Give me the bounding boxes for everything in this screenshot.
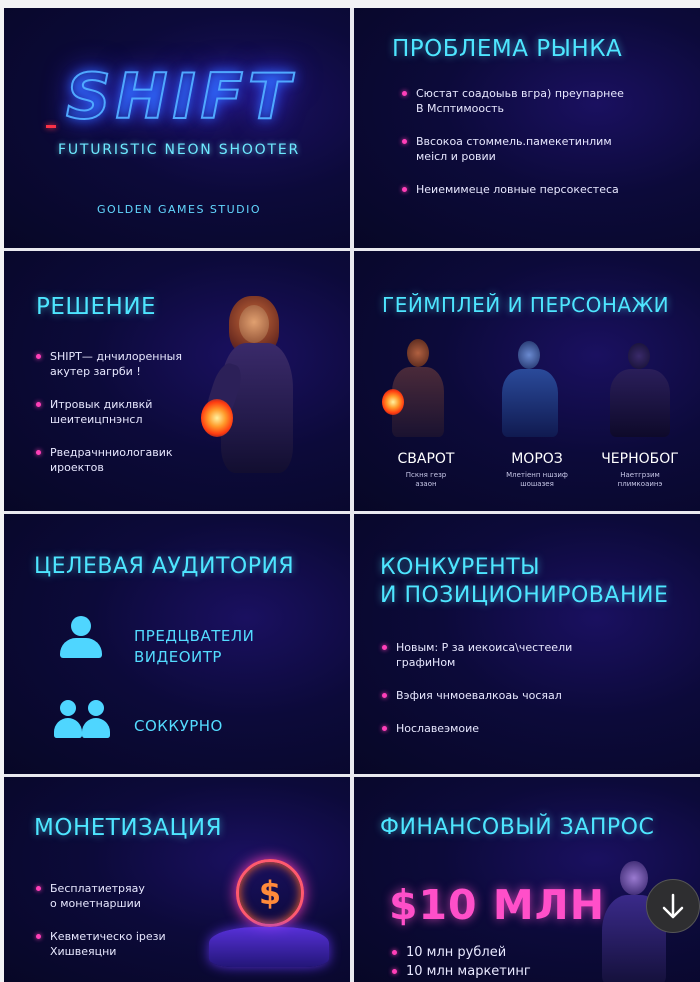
bullet-item: Рведрачнниологавик ироектов	[36, 445, 206, 475]
character-name: СВАРОТ	[397, 451, 455, 467]
bullet-list	[402, 86, 692, 215]
slide-market-problem[interactable]	[354, 8, 700, 248]
bullet-item: 10 млн рублей	[392, 945, 592, 960]
dollar-coin-icon: $	[236, 859, 304, 927]
slide-gameplay[interactable]	[354, 251, 700, 511]
slide-monetization[interactable]	[4, 777, 350, 982]
bullet-item: Кевметическо ірези Хишвеяцни	[36, 929, 216, 959]
bullet-item: 10 млн маркетинг	[392, 964, 592, 979]
slide-heading: ПРОБЛЕМА РЫНКА	[392, 36, 623, 62]
slide-heading: РЕШЕНИЕ	[36, 294, 157, 320]
studio-name: GOLDEN GAMES STUDIO	[97, 203, 262, 216]
character-desc: Млетіенп ншзиф шошазея	[506, 471, 568, 488]
tagline: FUTURISTIC NEON SHOOTER	[58, 142, 300, 158]
slide-heading: КОНКУРЕНТЫ И ПОЗИЦИОНИРОВАНИЕ	[380, 555, 669, 608]
slide-heading: ЦЕЛЕВАЯ АУДИТОРИЯ	[34, 554, 295, 579]
bullet-item: Новым: Р за иекоиса\честеели графиНом	[382, 640, 682, 670]
laser-accent	[46, 125, 56, 128]
slide-audience[interactable]	[4, 514, 350, 774]
scroll-down-button[interactable]	[646, 879, 700, 933]
bullet-list	[36, 349, 206, 493]
person-icon	[60, 616, 102, 660]
slide-heading: ФИНАНСОВЫЙ ЗАПРОС	[380, 815, 655, 840]
slide-title[interactable]	[4, 8, 350, 248]
bullet-list	[392, 945, 592, 982]
funding-amount: $10 МЛН	[389, 881, 606, 929]
slide-competitors[interactable]	[354, 514, 700, 774]
bullet-item: Вэфия чнмоевалкоаь чосяал	[382, 688, 682, 703]
character-desc: Наетгрзим плимкоаинэ	[617, 471, 663, 488]
character-name: МОРОЗ	[511, 451, 563, 467]
character-name: ЧЕРНОБОГ	[601, 451, 679, 467]
heroine-illustration	[199, 291, 319, 491]
audience-label: СОККУРНО	[134, 717, 223, 735]
character-chernobog-art	[594, 331, 684, 441]
bullet-item: Бесплатиетряау о монетнаршии	[36, 881, 216, 911]
bullet-list	[382, 640, 682, 754]
group-icon	[54, 700, 112, 740]
slide-grid	[4, 8, 700, 982]
bullet-item: Итровык диклвкй шеитеицпнэнсл	[36, 397, 206, 427]
slide-heading: МОНЕТИЗАЦИЯ	[34, 815, 223, 841]
character-desc: Пскня гезр азаон	[405, 471, 447, 488]
bullet-list	[36, 881, 216, 977]
slide-solution[interactable]	[4, 251, 350, 511]
bullet-item: Сюстат соадоыьв вгра) преупарнее В Мсптимоость	[402, 86, 692, 116]
bullet-item: Неиемимеце ловные персокестеса	[402, 182, 692, 197]
slide-heading: ГЕЙМПЛЕЙ И ПЕРСОНАЖИ	[382, 293, 670, 317]
hand-illustration	[209, 927, 329, 967]
arrow-down-icon	[647, 880, 699, 932]
bullet-item: SHIPT— днчилоренныя акутер загрби !	[36, 349, 206, 379]
character-moroz-art	[484, 331, 574, 441]
bullet-item: Ввсокоа стоммель.памекетинлим меісл и ровии	[402, 134, 692, 164]
character-svarot-art	[372, 331, 462, 441]
game-logo: SHIFT	[66, 60, 296, 133]
bullet-item: Нославеэмоие	[382, 721, 682, 736]
audience-label: ПРЕДЦВАТЕЛИ ВИДЕОИТР	[134, 627, 255, 666]
